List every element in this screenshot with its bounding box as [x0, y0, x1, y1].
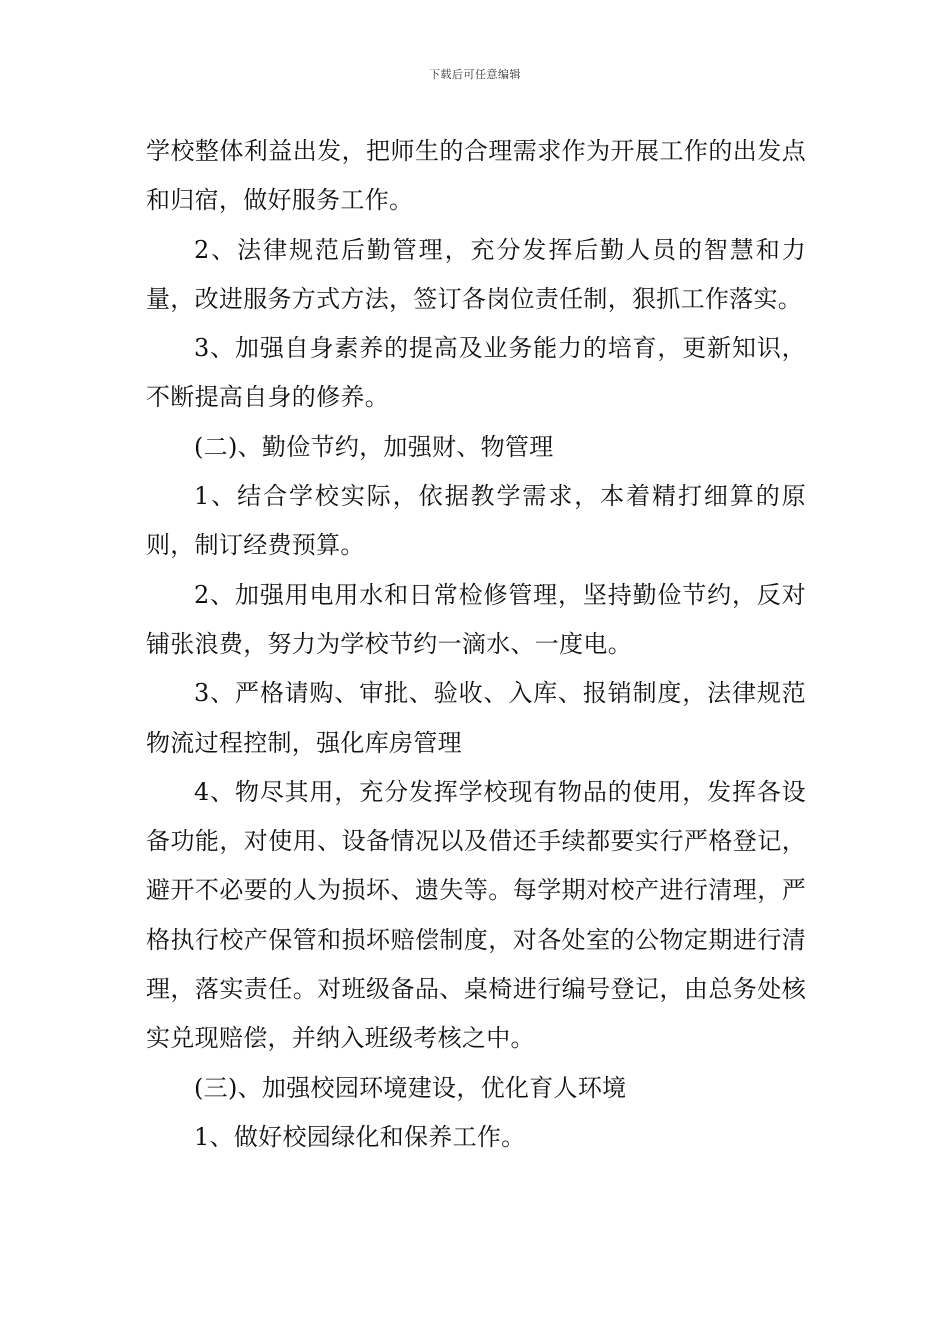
document-body	[146, 127, 806, 1162]
paragraph: 3、严格请购、审批、验收、入库、报销制度，法律规范物流过程控制，强化库房管理	[146, 679, 806, 757]
paragraph: 4、物尽其用，充分发挥学校现有物品的使用，发挥各设备功能，对使用、设备情况以及借还手续都要实行严格登记，避开不必要的人为损坏、遗失等。每学期对校产进行清理，严格执行校产保管和损坏赔偿制度，对各处室的公物定期进行清理，落实责任。对班级备品、桌椅进行编号登记，由总务处核实兑现赔偿，并纳入班级考核之中。	[146, 777, 806, 1053]
paragraph: 2、加强用电用水和日常检修管理，坚持勤俭节约，反对铺张浪费，努力为学校节约一滴水、一度电。	[146, 580, 806, 658]
paragraph: 学校整体利益出发，把师生的合理需求作为开展工作的出发点和归宿，做好服务工作。	[146, 137, 806, 215]
paragraph: 1、结合学校实际，依据教学需求，本着精打细算的原则，制订经费预算。	[146, 482, 806, 560]
section-heading: (三)、加强校园环境建设，优化育人环境	[194, 1073, 627, 1102]
paragraph: 1、做好校园绿化和保养工作。	[194, 1122, 526, 1151]
paragraph: 3、加强自身素养的提高及业务能力的培育，更新知识，不断提高自身的修养。	[146, 334, 806, 412]
section-heading: (二)、勤俭节约，加强财、物管理	[194, 432, 554, 461]
paragraph: 2、法律规范后勤管理，充分发挥后勤人员的智慧和力量，改进服务方式方法，签订各岗位责任制，狠抓工作落实。	[146, 235, 806, 313]
page-header: 下载后可任意编辑	[429, 68, 521, 81]
